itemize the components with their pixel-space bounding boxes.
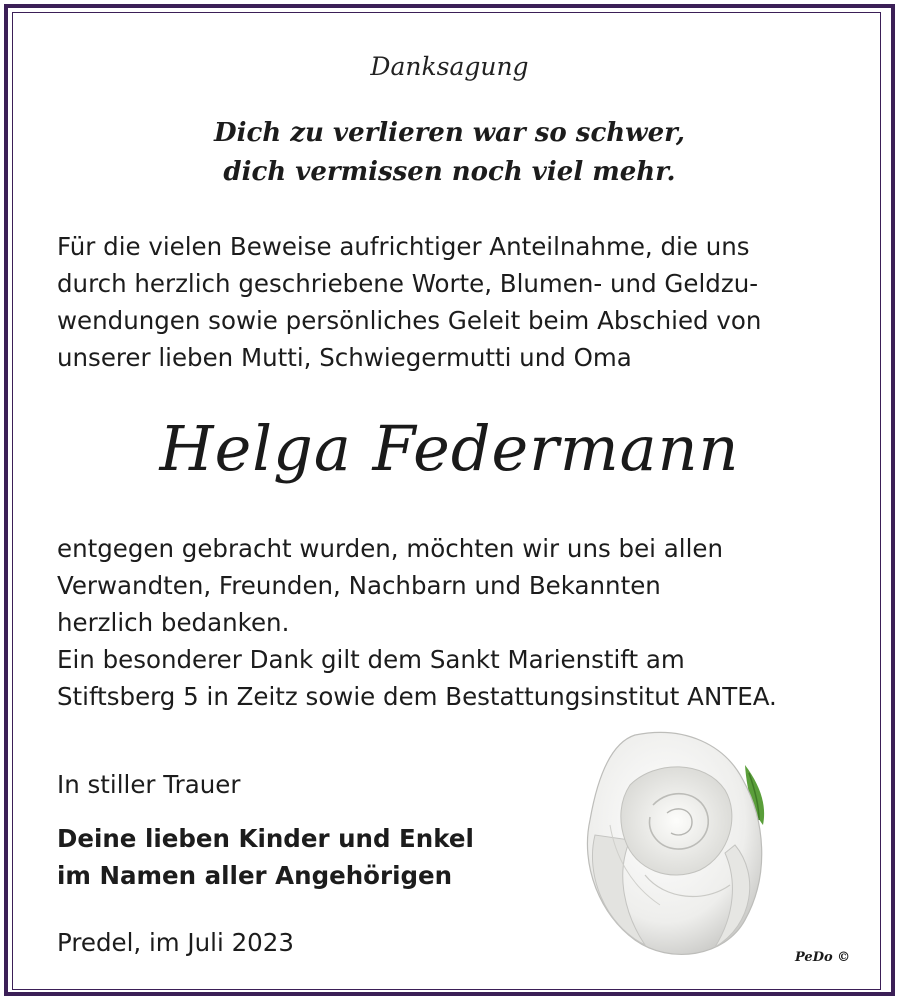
text-line: unserer lieben Mutti, Schwiegermutti und Oma	[57, 343, 632, 372]
text-line: Verwandten, Freunden, Nachbarn und Bekannten	[57, 571, 661, 600]
text-line: Ein besonderer Dank gilt dem Sankt Marienstift am	[57, 645, 685, 674]
text-line: herzlich bedanken.	[57, 608, 290, 637]
motto-verse	[0, 114, 899, 192]
text-line: Für die vielen Beweise aufrichtiger Anteilnahme, die uns	[57, 232, 750, 261]
text-line: wendungen sowie persönliches Geleit beim Abschied von	[57, 306, 762, 335]
motto-line: dich vermissen noch viel mehr.	[223, 157, 676, 187]
thanks-paragraph-intro	[57, 228, 857, 376]
place-date: Predel, im Juli 2023	[57, 928, 294, 957]
heading-danksagung: Danksagung	[370, 52, 529, 81]
signers-line: Deine lieben Kinder und Enkel	[57, 824, 474, 853]
signers-line: im Namen aller Angehörigen	[57, 861, 453, 890]
thanks-paragraph-closing	[57, 530, 857, 715]
text-line: Stiftsberg 5 in Zeitz sowie dem Bestattungsinstitut ANTEA.	[57, 682, 777, 711]
text-line: entgegen gebracht wurden, möchten wir uns bei allen	[57, 534, 723, 563]
white-rose-image	[575, 725, 805, 965]
copyright-mark: PeDo ©	[795, 950, 851, 965]
signers-block	[57, 820, 474, 894]
text-line: durch herzlich geschriebene Worte, Blumen- und Geldzu-	[57, 269, 759, 298]
motto-line: Dich zu verlieren war so schwer,	[214, 118, 685, 148]
mourning-phrase: In stiller Trauer	[57, 770, 241, 799]
deceased-name: Helga Federmann	[159, 412, 740, 485]
